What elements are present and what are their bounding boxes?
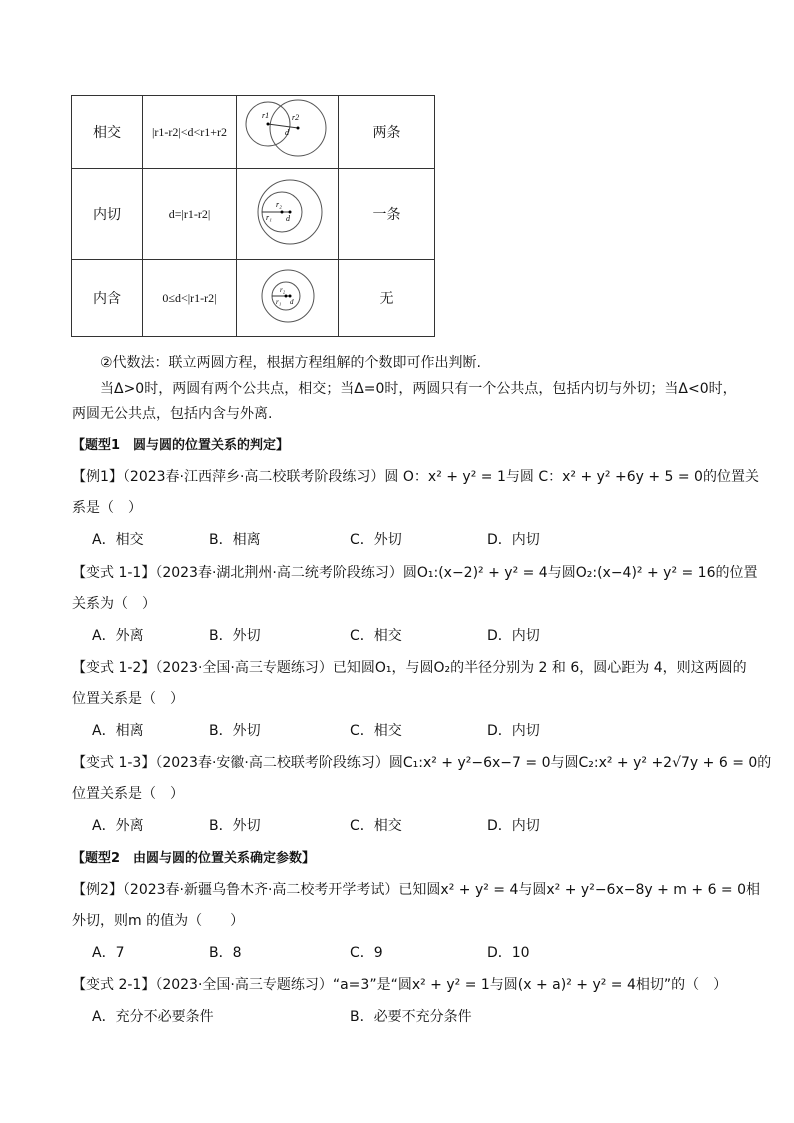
option-b: B．8: [209, 945, 242, 961]
example1-line1: 【例1】（2023春·江西萍乡·高二校联考阶段练习）圆 O：x² + y² = 1与圆 C：x² + y² +6y + 5 = 0的位置关: [72, 469, 759, 485]
relation-cell: 内含: [72, 260, 143, 337]
section-heading-type1: 【题型1 圆与圆的位置关系的判定】: [72, 438, 290, 453]
method2-body-1: 当Δ>0时，两圆有两个公共点，相交；当Δ=0时，两圆只有一个公共点，包括内切与外切；当Δ<0时，: [100, 381, 737, 397]
svg-text:r₂: r₂: [279, 286, 285, 294]
option-a: A．充分不必要条件: [92, 1009, 214, 1025]
diagram-intersect: [237, 96, 339, 169]
table-row: [72, 169, 435, 260]
svg-text:r₂: r₂: [275, 200, 282, 209]
example2-line1: 【例2】（2023春·新疆乌鲁木齐·高二校考开学考试）已知圆x² + y² = 4与圆x² + y²−6x−8y + m + 6 = 0相: [72, 882, 761, 898]
tangents-cell: 两条: [339, 96, 435, 169]
svg-text:r₁: r₁: [265, 213, 272, 222]
svg-text:r₁: r₁: [275, 298, 281, 306]
option-b: B．外切: [209, 628, 261, 644]
option-d: D．10: [487, 945, 530, 961]
option-c: C．9: [350, 945, 383, 961]
option-c: C．外切: [350, 532, 402, 548]
relation-cell: 内切: [72, 169, 143, 260]
option-d: D．内切: [487, 818, 540, 834]
condition-cell: d=|r1-r2|: [143, 169, 237, 260]
tangents-cell: 无: [339, 260, 435, 337]
r2-label: r2: [291, 113, 299, 122]
variant12-line1: 【变式 1-2】（2023·全国·高三专题练习）已知圆O₁，与圆O₂的半径分别为 2 和 6，圆心距为 4，则这两圆的: [72, 660, 747, 676]
option-b: B．必要不充分条件: [350, 1009, 472, 1025]
variant12-line2: 位置关系是（ ）: [72, 691, 184, 707]
option-c: C．相交: [350, 723, 402, 739]
option-a: A．外离: [92, 818, 144, 834]
svg-text:d: d: [285, 214, 290, 223]
variant13-line2: 位置关系是（ ）: [72, 786, 184, 802]
variant11-line2: 关系为（ ）: [72, 596, 156, 612]
variant11-line1: 【变式 1-1】（2023春·湖北荆州·高二统考阶段练习）圆O₁:(x−2)² + y² = 4与圆O₂:(x−4)² + y² = 16的位置: [72, 565, 758, 581]
option-a: A．外离: [92, 628, 144, 644]
example2-line2: 外切，则m 的值为（ ）: [72, 913, 245, 929]
option-d: D．内切: [487, 628, 540, 644]
relation-table: [71, 95, 435, 337]
condition-cell: |r1-r2|<d<r1+r2: [143, 96, 237, 169]
option-d: D．内切: [487, 532, 540, 548]
option-b: B．外切: [209, 818, 261, 834]
diagram-internally-tangent: [237, 169, 339, 260]
section-heading-type2: 【题型2 由圆与圆的位置关系确定参数】: [72, 851, 316, 866]
condition-cell: 0≤d<|r1-r2|: [143, 260, 237, 337]
option-a: A．7: [92, 945, 125, 961]
option-b: B．外切: [209, 723, 261, 739]
variant21-line1: 【变式 2-1】（2023·全国·高三专题练习）“a=3”是“圆x² + y² = 1与圆(x + a)² + y² = 4相切”的（ ）: [72, 977, 728, 993]
method2-body-2: 两圆无公共点，包括内含与外离.: [72, 406, 273, 422]
option-a: A．相交: [92, 532, 144, 548]
option-a: A．相离: [92, 723, 144, 739]
table-row: [72, 96, 435, 169]
option-c: C．相交: [350, 818, 402, 834]
table-row: [72, 260, 435, 337]
r1-label: r1: [261, 111, 269, 120]
tangents-cell: 一条: [339, 169, 435, 260]
d-label: d: [284, 128, 289, 137]
diagram-contained: [237, 260, 339, 337]
option-b: B．相离: [209, 532, 261, 548]
option-c: C．相交: [350, 628, 402, 644]
variant13-line1: 【变式 1-3】（2023春·安徽·高二校联考阶段练习）圆C₁:x² + y²−6x−7 = 0与圆C₂:x² + y² +2√7y + 6 = 0的: [72, 755, 772, 771]
example1-line2: 系是（ ）: [72, 500, 142, 516]
method2-text: ②代数法：联立两圆方程，根据方程组解的个数即可作出判断.: [100, 355, 481, 371]
option-d: D．内切: [487, 723, 540, 739]
relation-cell: 相交: [72, 96, 143, 169]
svg-text:d: d: [289, 298, 293, 306]
